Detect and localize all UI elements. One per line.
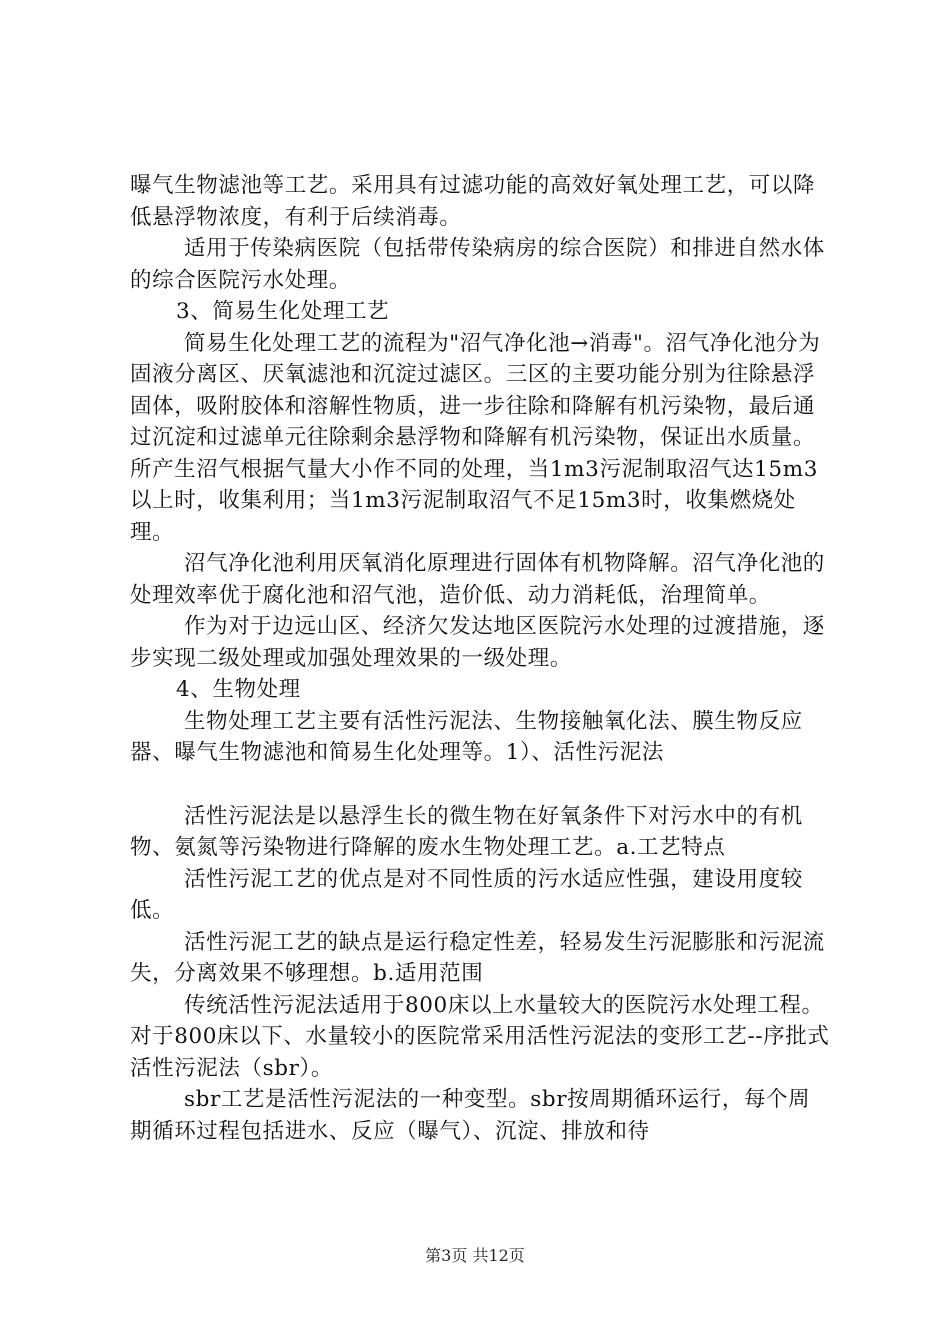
paragraph: 适用于传染病医院（包括带传染病房的综合医院）和排进自然水体的综合医院污水处理。 [130, 236, 825, 293]
section-heading: 4、生物处理 [176, 677, 301, 702]
paragraph: 传统活性污泥法适用于800床以上水量较大的医院污水处理工程。对于800床以下、水量较小的医院常采用活性污泥法的变形工艺--序批式活性污泥法（sbr）。 [130, 992, 830, 1081]
paragraph-gap [130, 769, 830, 801]
paragraph: 活性污泥法是以悬浮生长的微生物在好氧条件下对污水中的有机物、氨氮等污染物进行降解的废水生物处理工艺。a.工艺特点 [130, 803, 803, 860]
paragraph: 作为对于边远山区、经济欠发达地区医院污水处理的过渡措施，逐步实现二级处理或加强处理效果的一级处理。 [130, 614, 825, 671]
section-heading: 3、简易生化处理工艺 [176, 299, 390, 324]
paragraph: 活性污泥工艺的优点是对不同性质的污水适应性强，建设用度较低。 [130, 866, 803, 923]
paragraph: 活性污泥工艺的缺点是运行稳定性差，轻易发生污泥膨胀和污泥流失，分离效果不够理想。b.适用范围 [130, 929, 825, 986]
paragraph: 曝气生物滤池等工艺。采用具有过滤功能的高效好氧处理工艺，可以降低悬浮物浓度，有利于后续消毒。 [130, 173, 816, 230]
page-number-footer: 第3页 共12页 [425, 1246, 525, 1265]
paragraph: 沼气净化池利用厌氧消化原理进行固体有机物降解。沼气净化池的处理效率优于腐化池和沼气池，造价低、动力消耗低，治理简单。 [130, 551, 825, 608]
paragraph: 生物处理工艺主要有活性污泥法、生物接触氧化法、膜生物反应器、曝气生物滤池和简易生化处理等。1）、活性污泥法 [130, 708, 803, 765]
paragraph: 简易生化处理工艺的流程为"沼气净化池→消毒"。沼气净化池分为固液分离区、厌氧滤池和沉淀过滤区。三区的主要功能分别为往除悬浮固体，吸附胶体和溶解性物质，进一步往除和降解有机污染物，最后通过沉淀和过滤单元往除剩余悬浮物和降解有机污染物，保证出水质量。所产生沼气根据气量大小作不同的处理，当1m3污泥制取沼气达15m3以上时，收集利用；当1m3污泥制取沼气不足15m3时，收集燃烧处理。 [130, 330, 821, 545]
paragraph: sbr工艺是活性污泥法的一种变型。sbr按周期循环运行，每个周期循环过程包括进水、反应（曝气）、沉淀、排放和待 [130, 1087, 811, 1144]
document-body [130, 170, 830, 1147]
